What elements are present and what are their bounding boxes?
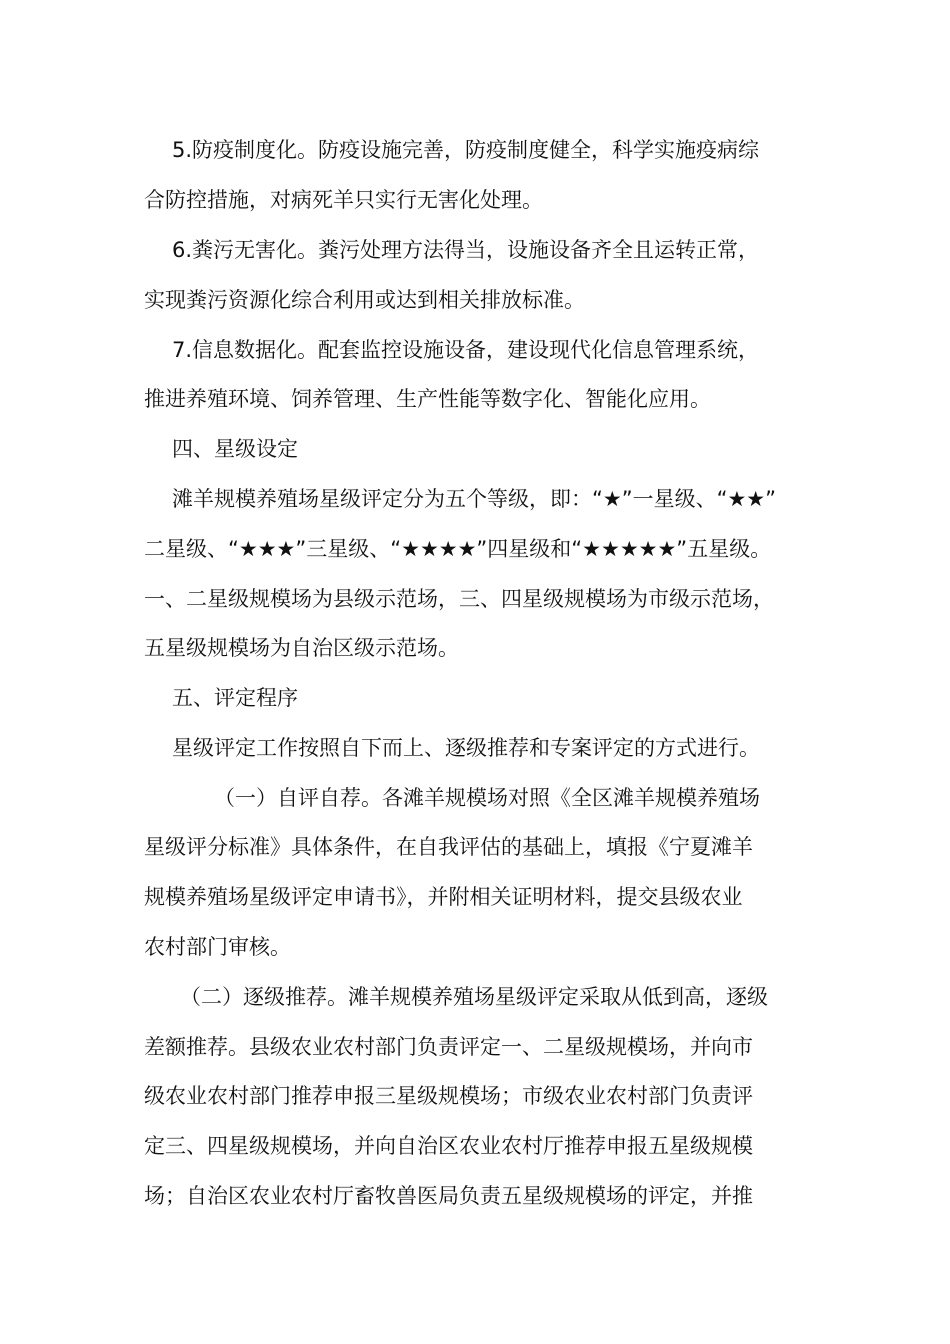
text-line: （一）自评自荐。各滩羊规模场对照《全区滩羊规模养殖场 bbox=[214, 786, 760, 810]
text-line: 合防控措施，对病死羊只实行无害化处理。 bbox=[144, 188, 543, 212]
text-line: 星级评分标准》具体条件，在自我评估的基础上，填报《宁夏滩羊 bbox=[144, 835, 753, 859]
text-line: （二）逐级推荐。滩羊规模养殖场星级评定采取从低到高，逐级 bbox=[180, 985, 768, 1009]
text-line: 推进养殖环境、饲养管理、生产性能等数字化、智能化应用。 bbox=[144, 387, 711, 411]
text-line: 滩羊规模养殖场星级评定分为五个等级，即：“★”一星级、“★★” bbox=[172, 487, 776, 511]
text-line: 定三、四星级规模场，并向自治区农业农村厅推荐申报五星级规模 bbox=[144, 1134, 753, 1158]
text-line: 5.防疫制度化。防疫设施完善，防疫制度健全，科学实施疫病综 bbox=[172, 138, 760, 162]
text-line: 7.信息数据化。配套监控设施设备，建设现代化信息管理系统， bbox=[172, 338, 760, 362]
text-line: 场；自治区农业农村厅畜牧兽医局负责五星级规模场的评定，并推 bbox=[144, 1184, 753, 1208]
section-heading: 四、星级设定 bbox=[172, 437, 298, 461]
text-line: 实现粪污资源化综合利用或达到相关排放标准。 bbox=[144, 288, 585, 312]
text-line: 星级评定工作按照自下而上、逐级推荐和专案评定的方式进行。 bbox=[172, 736, 760, 760]
text-line: 差额推荐。县级农业农村部门负责评定一、二星级规模场，并向市 bbox=[144, 1035, 753, 1059]
text-line: 规模养殖场星级评定申请书》，并附相关证明材料，提交县级农业 bbox=[144, 885, 743, 909]
text-line: 二星级、“★★★”三星级、“★★★★”四星级和“★★★★★”五星级。 bbox=[144, 537, 772, 561]
text-line: 6.粪污无害化。粪污处理方法得当，设施设备齐全且运转正常， bbox=[172, 238, 760, 262]
text-line: 级农业农村部门推荐申报三星级规模场；市级农业农村部门负责评 bbox=[144, 1084, 753, 1108]
text-line: 农村部门审核。 bbox=[144, 935, 291, 959]
text-line: 五星级规模场为自治区级示范场。 bbox=[144, 636, 459, 660]
section-heading: 五、评定程序 bbox=[172, 686, 298, 710]
text-line: 一、二星级规模场为县级示范场，三、四星级规模场为市级示范场， bbox=[144, 587, 774, 611]
